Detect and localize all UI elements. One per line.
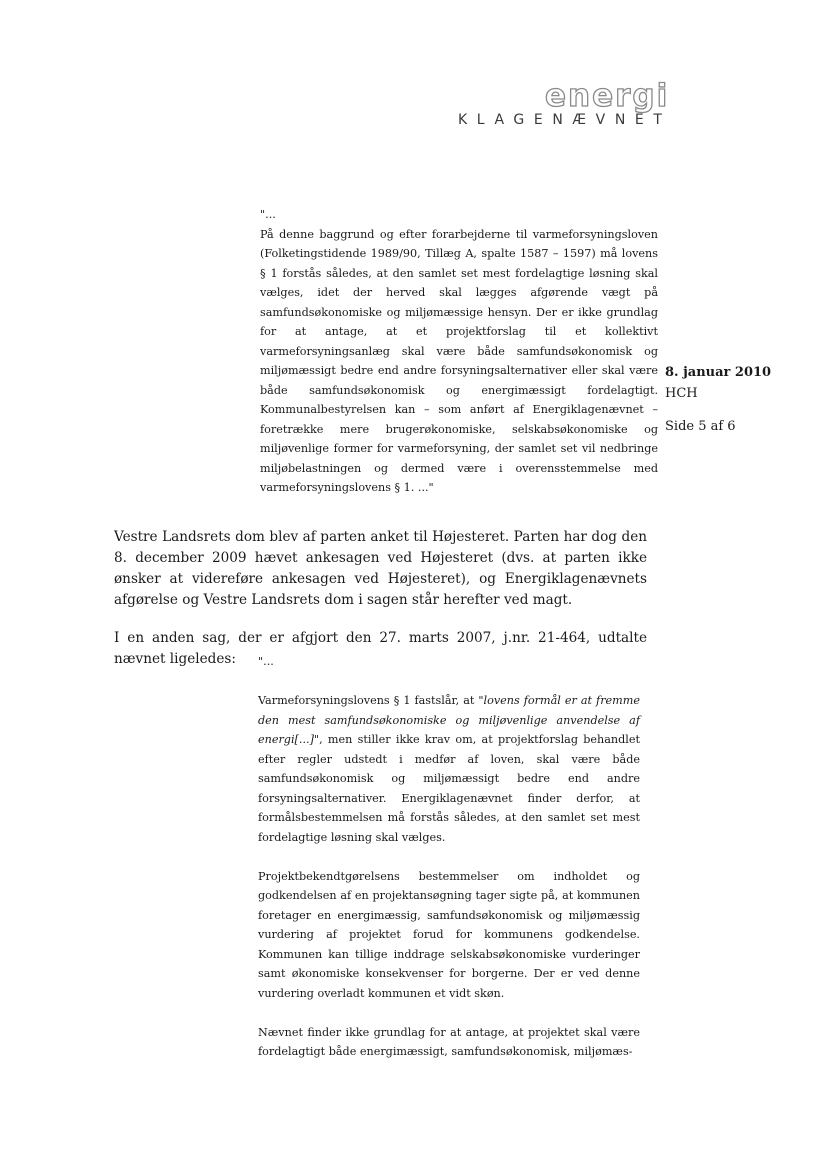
logo-subtitle: KLAGENÆVNET <box>458 112 672 128</box>
quote-open-mark: "... <box>260 208 276 221</box>
quote-text: Varmeforsyningslovens § 1 fastslår, at <box>258 694 479 707</box>
quoted-law-text: "lovens formål er at fremme den mest samfundsøkonomiske og miljøvenlige anvendelse af energi[...]" <box>258 694 640 746</box>
quote-paragraph-1 <box>258 691 640 847</box>
document-sidebar <box>665 362 771 437</box>
quote-block-1 <box>260 205 658 498</box>
logo-wordmark: energi <box>545 78 670 114</box>
body-paragraph-1: Vestre Landsrets dom blev af parten anket til Højesteret. Parten har dog den 8. december 2009 hævet ankesagen ved Højesteret (dvs. at parten ikke ønsker at videreføre ankesagen ved Højesteret), og Energiklagenævnets afgørelse og Vestre Landsrets dom i sagen står herefter ved magt. <box>114 528 647 608</box>
document-date: 8. januar 2010 <box>665 365 772 380</box>
quote-open-mark: "... <box>258 655 274 668</box>
quote-paragraph-3: Nævnet finder ikke grundlag for at antage, at projektet skal være fordelagtigt både energimæssigt, samfundsøkonomisk, miljømæs- <box>258 1025 640 1058</box>
page-number: Side 5 af 6 <box>665 419 736 434</box>
quote-paragraph: På denne baggrund og efter forarbejderne til varmeforsyningsloven (Folketingstidende 1989/90, Tillæg A, spalte 1587 – 1597) må lovens § 1 forstås således, at den samlet set mest fordelagtige løsning skal vælges, idet der herved skal lægges afgørende vægt på samfundsøkonomiske og miljømæssige hensyn. Der er ikke grundlag for at antage, at et projektforslag til et kollektivt varmeforsyningsanlæg skal være både samfundsøkonomisk og miljømæssigt bedre end andre forsyningsalternativer eller skal være både samfundsøkonomisk og energimæssigt fordelagtigt. Kommunalbestyrelsen kan – som anført af Energiklagenævnet – foretrække mere brugerøkonomiske, selskabsøkonomiske og miljøvenlige former for varmeforsyning, der samlet set vil nedbringe miljøbelastningen og dermed være i overensstemmelse med varmeforsyningslovens § 1. ..." <box>260 227 658 494</box>
quote-text: , men stiller ikke krav om, at projektforslag behandlet efter regler udstedt i medfør af loven, skal være både samfundsøkonomisk og miljømæssigt bedre end andre forsyningsalternativer. Energiklagenævnet finder derfor, at formålsbestemmelsen må forstås således, at den samlet set mest fordelagtige løsning skal vælges. <box>258 733 640 844</box>
quote-paragraph-2: Projektbekendtgørelsens bestemmelser om indholdet og godkendelsen af en projektansøgning tager sigte på, at kommunen foretager en energimæssig, samfundsøkonomisk og miljømæssig vurdering af projektet forud for kommunens godkendelse. Kommunen kan tillige inddrage selskabsøkonomiske vurderinger samt økonomiske konsekvenser for borgerne. Der er ved denne vurdering overladt kommunen et vidt skøn. <box>258 869 640 1000</box>
quote-block-2 <box>258 652 640 1062</box>
body-paragraph-2: I en anden sag, der er afgjort den 27. marts 2007, j.nr. 21-464, udtalte nævnet ligeledes: <box>114 629 647 667</box>
author-initials: HCH <box>665 386 698 401</box>
